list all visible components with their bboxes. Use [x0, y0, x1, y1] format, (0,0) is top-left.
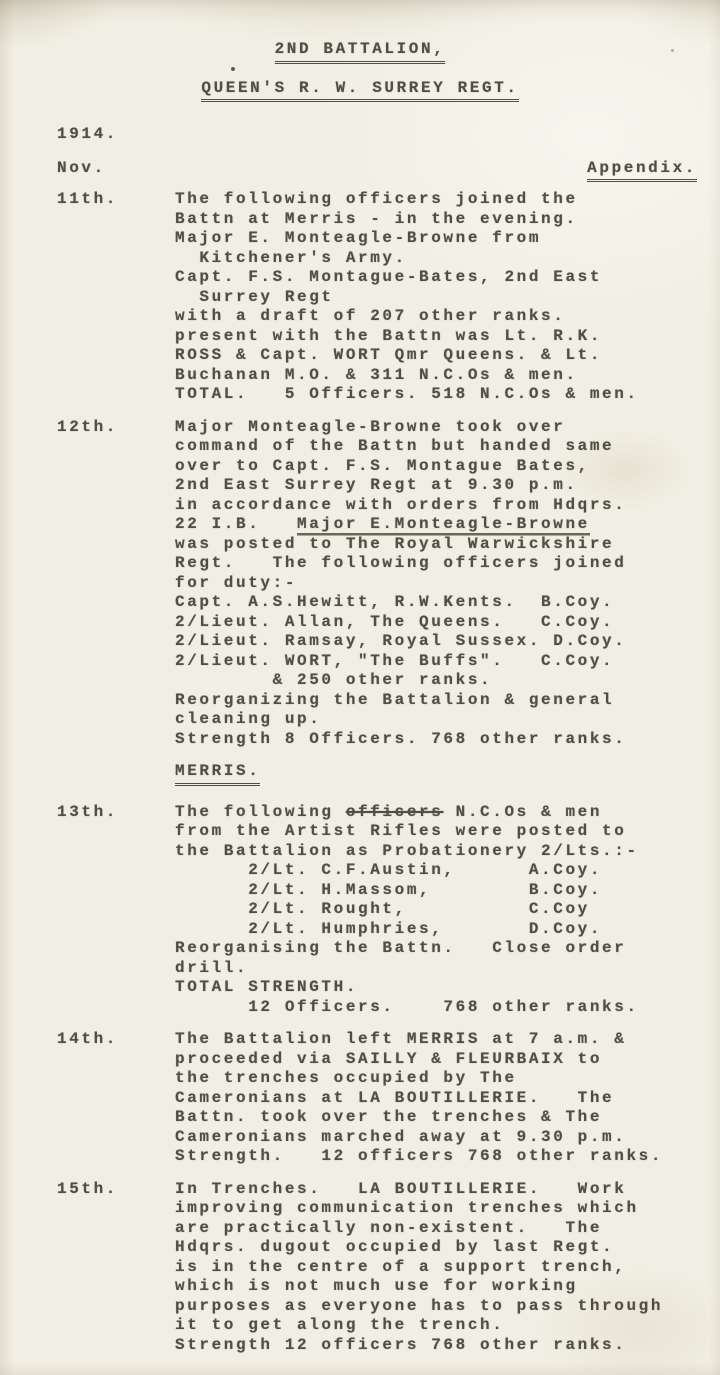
entry-text: 2nd East Surrey Regt at 9.30 p.m. — [175, 476, 578, 494]
entry-text: improving communication trenches which — [175, 1199, 639, 1217]
entry-line — [175, 1297, 663, 1317]
entry-line — [175, 496, 626, 516]
entry-line — [175, 229, 639, 249]
appendix-label: Appendix. — [587, 159, 697, 183]
entry-line — [175, 613, 626, 633]
entry-line — [175, 920, 639, 940]
entry-body — [175, 762, 260, 786]
entry-text: TOTAL. 5 Officers. 518 N.C.Os & men. — [175, 385, 639, 403]
entry-line — [175, 515, 626, 535]
entry-text: is in the centre of a support trench, — [175, 1257, 627, 1276]
entry-text: Hdqrs. dugout occupied by last Regt. — [175, 1238, 615, 1256]
entry-text: 2/Lieut. Ramsay, Royal Sussex. D.Coy. — [175, 632, 627, 650]
entry-text: Major Monteagle-Browne took over — [175, 417, 566, 436]
entry-line — [175, 1030, 663, 1050]
entry-text: in accordance with orders from Hdqrs. — [175, 495, 627, 514]
entry-text: Battn. took over the trenches & The — [175, 1108, 603, 1126]
entry-text: TOTAL STRENGTH. — [175, 978, 359, 996]
entry-body — [175, 803, 639, 1018]
entry-line — [175, 1316, 663, 1336]
entry-line — [175, 803, 639, 823]
entry-text: Cameronians at LA BOUTILLERIE. The — [175, 1088, 615, 1107]
entry-text-underline: Major E.Monteagle-Browne — [297, 515, 590, 533]
entry-line — [175, 1219, 663, 1239]
entry-body — [175, 418, 626, 750]
entry-text: 2/Lt. H.Massom, B.Coy. — [175, 880, 603, 899]
entry-line — [175, 1089, 663, 1109]
entry-text: the trenches occupied by The — [175, 1069, 517, 1087]
entry-line — [175, 554, 626, 574]
entry-line — [175, 476, 626, 496]
entry-text: 2/Lt. Humphries, D.Coy. — [175, 919, 603, 938]
entry-text: Strength 12 officers 768 other ranks. — [175, 1335, 627, 1354]
entry-line — [175, 1128, 663, 1148]
entry-text: 2/Lieut. WORT, "The Buffs". C.Coy. — [175, 651, 615, 670]
entry-text: proceeded via SAILLY & FLEURBAIX to — [175, 1049, 603, 1068]
entry-text: The following — [175, 802, 346, 821]
entry-line — [175, 939, 639, 959]
entry-text: In Trenches. LA BOUTILLERIE. Work — [175, 1179, 627, 1198]
entry-line — [175, 574, 626, 594]
diary-entry — [0, 803, 720, 1018]
entry-body — [175, 190, 639, 405]
entry-line — [175, 593, 626, 613]
entry-text: Regt. The following officers joined — [175, 554, 627, 572]
diary-entry — [0, 190, 720, 405]
entry-text: cleaning up. — [175, 710, 322, 728]
entry-line — [175, 1258, 663, 1278]
entry-text: command of the Battn but handed same — [175, 437, 615, 455]
entry-text: 2/Lt. Rought, C.Coy — [175, 900, 590, 918]
entry-line — [175, 307, 639, 327]
entry-text: 12 Officers. 768 other ranks. — [175, 997, 639, 1016]
entry-text: Strength 8 Officers. 768 other ranks. — [175, 729, 627, 748]
entry-text: Strength. 12 officers 768 other ranks. — [175, 1147, 664, 1165]
entry-text: from the Artist Rifles were posted to — [175, 822, 627, 840]
location-heading: MERRIS. — [175, 762, 260, 786]
entry-text: was posted to The Royal Warwickshire — [175, 534, 615, 553]
entry-text: Cameronians marched away at 9.30 p.m. — [175, 1127, 627, 1146]
entry-line — [175, 437, 626, 457]
entry-text: over to Capt. F.S. Montague Bates, — [175, 456, 590, 475]
entry-line — [175, 959, 639, 979]
entry-line — [175, 691, 626, 711]
entry-line — [175, 822, 639, 842]
entry-line — [175, 385, 639, 405]
entry-line — [175, 1050, 663, 1070]
entry-line — [175, 900, 639, 920]
section-heading-row — [0, 762, 720, 786]
entry-body — [175, 1030, 663, 1167]
entry-text: The Battalion left MERRIS at 7 a.m. & — [175, 1030, 627, 1048]
entry-line — [175, 210, 639, 230]
entry-line — [175, 327, 639, 347]
entry-text: Surrey Regt — [175, 287, 334, 306]
entry-text: for duty:- — [175, 573, 298, 592]
title-block — [0, 79, 720, 103]
ink-speck — [671, 49, 674, 52]
entry-line — [175, 418, 626, 438]
entry-line — [175, 535, 626, 555]
entry-text: which is not much use for working — [175, 1277, 578, 1295]
entry-line — [175, 1336, 663, 1356]
month-label: Nov. — [57, 158, 106, 177]
entry-line — [175, 1108, 663, 1128]
entry-date: 13th. — [57, 802, 119, 821]
page-title-line1: 2ND BATTALION, — [275, 40, 446, 64]
entry-line — [175, 652, 626, 672]
entry-text: purposes as everyone has to pass through — [175, 1296, 664, 1315]
entry-line — [175, 1199, 663, 1219]
entry-text: it to get along the trench. — [175, 1316, 505, 1334]
entry-text: with a draft of 207 other ranks. — [175, 307, 566, 325]
ink-speck — [231, 67, 235, 71]
entry-date: 11th. — [57, 190, 119, 208]
entry-text: 2/Lt. C.F.Austin, A.Coy. — [175, 861, 603, 879]
title-block — [0, 40, 720, 64]
entry-line — [175, 632, 626, 652]
entry-line — [175, 1069, 663, 1089]
entry-text: The following officers joined the — [175, 190, 578, 208]
page-title-line2: QUEEN'S R. W. SURREY REGT. — [201, 79, 518, 103]
entry-text: ROSS & Capt. WORT Qmr Queens. & Lt. — [175, 346, 603, 364]
entry-line — [175, 1277, 663, 1297]
entry-text: Capt. A.S.Hewitt, R.W.Kents. B.Coy. — [175, 593, 615, 611]
entry-line — [175, 288, 639, 308]
entry-text: Capt. F.S. Montague-Bates, 2nd East — [175, 268, 603, 286]
entry-text: Reorganising the Battn. Close order — [175, 939, 627, 957]
entry-date: 15th. — [57, 1179, 119, 1198]
entry-line — [175, 268, 639, 288]
entry-text: are practically non-existent. The — [175, 1218, 603, 1237]
entry-line — [175, 1147, 663, 1167]
entry-text: the Battalion as Probationery 2/Lts.:- — [175, 841, 639, 860]
entry-text: N.C.Os & men — [443, 802, 603, 821]
year-label: 1914. — [57, 125, 119, 143]
entry-line — [175, 730, 626, 750]
entry-date: 12th. — [57, 417, 119, 436]
entry-text: present with the Battn was Lt. R.K. — [175, 326, 603, 345]
entry-text: drill. — [175, 958, 249, 977]
diary-entry — [0, 418, 720, 750]
entry-text: Reorganizing the Battalion & general — [175, 690, 615, 709]
entry-text: Kitchener's Army. — [175, 248, 407, 267]
meta-row — [0, 159, 720, 183]
entry-line — [175, 978, 639, 998]
entry-date: 14th. — [57, 1030, 119, 1048]
entry-text: 22 I.B. — [175, 515, 298, 533]
entry-text: 2/Lieut. Allan, The Queens. C.Coy. — [175, 612, 615, 631]
entry-line — [175, 881, 639, 901]
entry-line — [175, 998, 639, 1018]
entry-line — [175, 1180, 663, 1200]
entry-text: Major E. Monteagle-Browne from — [175, 229, 542, 247]
entry-line — [175, 346, 639, 366]
entry-date — [57, 762, 175, 786]
entry-line — [175, 457, 626, 477]
entry-text: Battn at Merris - in the evening. — [175, 209, 578, 228]
entry-body — [175, 1180, 663, 1356]
diary-entry — [0, 1030, 720, 1167]
entry-line — [175, 366, 639, 386]
entry-line — [175, 190, 639, 210]
entry-text: & 250 other ranks. — [175, 671, 493, 689]
diary-entry — [0, 1180, 720, 1356]
entry-line — [175, 671, 626, 691]
diary-entries — [0, 190, 720, 1355]
entry-line — [175, 861, 639, 881]
entry-line — [175, 249, 639, 269]
entry-line — [175, 1238, 663, 1258]
entry-line — [175, 842, 639, 862]
entry-line — [175, 710, 626, 730]
entry-text: Buchanan M.O. & 311 N.C.Os & men. — [175, 365, 578, 384]
entry-text-strike: officers — [345, 802, 444, 821]
